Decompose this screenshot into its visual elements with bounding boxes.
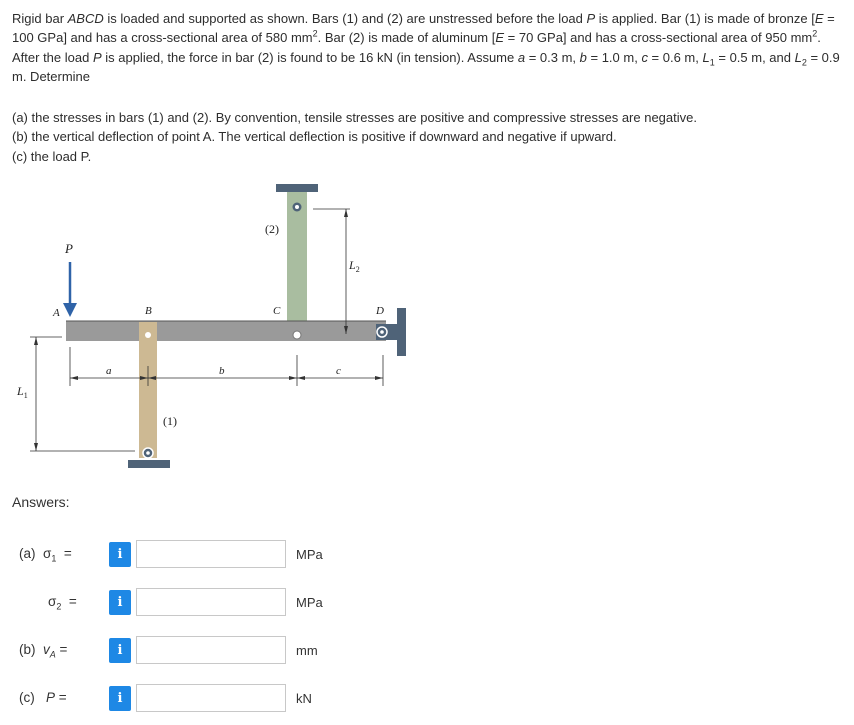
label-b: B	[145, 305, 152, 317]
answer-label-va: (b) $v_A$ =	[19, 642, 68, 660]
dimension-l1	[30, 337, 135, 451]
unit-va: mm	[296, 643, 318, 658]
load-arrow-head	[63, 303, 77, 317]
structure-diagram	[0, 176, 430, 476]
info-icon[interactable]: i	[109, 542, 131, 567]
info-icon[interactable]: i	[109, 590, 131, 615]
bar-1-bottom-pin-hole	[146, 451, 150, 455]
info-icon[interactable]: i	[109, 638, 131, 663]
wall-support-d	[397, 308, 406, 356]
pin-b	[145, 332, 151, 338]
problem-text: Rigid bar ABCD is loaded and supported as shown. Bars (1) and (2) are unstressed before the load P is applied. Bar (1) is made of bronze [E = 100 GPa] and has a cross-sectional area of 580 $mm^2$. Bar (2) is made of aluminum [E = 70 GPa] and has a cross-sectional area of 950 $mm^2$. After the load P is applied, the force in bar (2) is found to be 16 kN (in tension). Assume a = 0.3 m, b = 1.0 m, c = 0.6 m, $L_1 = 0.5$ m, and $L_2 = 0.9$ m. Determine	[12, 11, 840, 85]
label-l1: $L_1$	[17, 384, 28, 400]
bar-2	[287, 192, 307, 338]
l2-arrow-top	[344, 209, 348, 217]
label-l2: $L_2$	[349, 258, 360, 274]
part-b-text: (b) the vertical deflection of point A. The vertical deflection is positive if downward and negative if upward.	[12, 129, 617, 145]
part-a-text: (a) the stresses in bars (1) and (2). By convention, tensile stresses are positive and compressive stresses are negative.	[12, 110, 697, 125]
label-dim-c: c	[336, 365, 341, 377]
va-input[interactable]	[136, 636, 286, 664]
sigma1-input[interactable]	[136, 540, 286, 568]
label-p: P	[65, 241, 73, 256]
label-d: D	[376, 305, 384, 317]
answer-row-p	[0, 684, 854, 714]
info-icon[interactable]: i	[109, 686, 131, 711]
unit-sigma2: MPa	[296, 595, 323, 610]
unit-sigma1: MPa	[296, 547, 323, 562]
part-c-text: (c) the load P.	[12, 148, 92, 164]
answer-row-va	[0, 636, 854, 666]
p-input[interactable]	[136, 684, 286, 712]
label-dim-a: a	[106, 365, 112, 377]
l1-arrow-top	[34, 337, 38, 345]
pin-c	[293, 331, 301, 339]
answer-label-p: (c) P =	[19, 690, 67, 705]
bar-1	[139, 322, 157, 458]
top-support	[276, 184, 318, 192]
answers-heading: Answers:	[12, 494, 70, 510]
sigma2-input[interactable]	[136, 588, 286, 616]
answer-row-sigma2	[0, 588, 854, 618]
answer-row-sigma1	[0, 540, 854, 570]
label-c: C	[273, 305, 281, 317]
problem-parts	[12, 108, 697, 166]
answer-label-sigma2: $\sigma_2$ =	[48, 594, 77, 612]
label-bar-1: (1)	[163, 414, 177, 428]
answer-label-sigma1: (a) $\sigma_1$ =	[19, 546, 72, 564]
bottom-support	[128, 460, 170, 468]
bar-2-top-pin-hole	[295, 205, 299, 209]
dimension-l2	[313, 209, 350, 334]
label-bar-2: (2)	[265, 222, 279, 236]
pin-d-hole	[380, 330, 384, 334]
problem-statement	[12, 9, 847, 87]
unit-p: kN	[296, 691, 312, 706]
rigid-bar-abcd	[66, 321, 386, 341]
label-dim-b: b	[219, 365, 225, 377]
label-a: A	[53, 307, 60, 319]
l1-arrow-bottom	[34, 443, 38, 451]
